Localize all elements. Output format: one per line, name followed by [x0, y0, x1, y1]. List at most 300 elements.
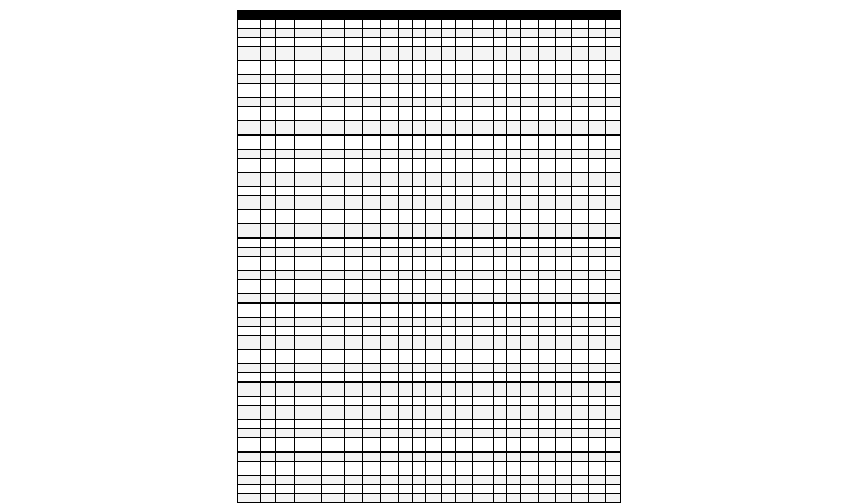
table-cell — [275, 280, 294, 294]
table-cell — [572, 224, 589, 239]
table-cell — [455, 121, 472, 136]
table-cell — [238, 303, 261, 318]
table-cell — [455, 61, 472, 75]
table-cell — [275, 406, 294, 420]
column-header — [363, 11, 381, 20]
table-cell — [363, 373, 381, 383]
table-cell — [294, 364, 321, 373]
table-cell — [363, 336, 381, 350]
table-cell — [345, 318, 363, 327]
table-cell — [238, 84, 261, 98]
table-cell — [322, 294, 345, 304]
table-cell — [493, 406, 507, 420]
table-cell — [555, 303, 572, 318]
table-cell — [555, 406, 572, 420]
table-cell — [412, 38, 426, 47]
column-header — [507, 11, 521, 20]
table-cell — [238, 98, 261, 107]
table-cell — [345, 173, 363, 187]
data-table-container — [237, 10, 621, 440]
table-cell — [398, 38, 412, 47]
table-cell — [520, 462, 538, 476]
table-cell — [261, 84, 276, 98]
table-cell — [322, 318, 345, 327]
table-cell — [294, 462, 321, 476]
table-row — [238, 303, 621, 318]
table-cell — [493, 303, 507, 318]
table-cell — [606, 462, 621, 476]
table-cell — [555, 187, 572, 196]
table-cell — [555, 327, 572, 336]
table-cell — [275, 159, 294, 173]
table-cell — [345, 420, 363, 429]
table-cell — [520, 336, 538, 350]
table-cell — [589, 327, 606, 336]
table-cell — [363, 257, 381, 271]
table-cell — [412, 373, 426, 383]
table-cell — [555, 397, 572, 406]
table-cell — [275, 47, 294, 61]
table-cell — [363, 135, 381, 150]
table-cell — [455, 327, 472, 336]
table-cell — [507, 303, 521, 318]
table-cell — [455, 429, 472, 438]
table-cell — [363, 494, 381, 503]
table-cell — [345, 476, 363, 485]
table-cell — [507, 107, 521, 121]
table-cell — [322, 47, 345, 61]
table-cell — [345, 429, 363, 438]
table-cell — [398, 196, 412, 210]
table-cell — [472, 173, 493, 187]
table-cell — [322, 485, 345, 494]
table-cell — [398, 238, 412, 248]
table-cell — [363, 159, 381, 173]
table-cell — [363, 173, 381, 187]
table-cell — [507, 494, 521, 503]
table-cell — [381, 121, 399, 136]
table-cell — [555, 364, 572, 373]
table-cell — [442, 406, 456, 420]
table-cell — [275, 336, 294, 350]
table-cell — [589, 121, 606, 136]
column-header — [455, 11, 472, 20]
table-cell — [261, 29, 276, 38]
table-cell — [275, 135, 294, 150]
table-cell — [538, 397, 555, 406]
table-cell — [493, 462, 507, 476]
table-cell — [472, 364, 493, 373]
table-cell — [238, 107, 261, 121]
table-cell — [472, 84, 493, 98]
table-cell — [238, 452, 261, 462]
table-cell — [412, 406, 426, 420]
table-cell — [345, 382, 363, 397]
table-cell — [426, 257, 442, 271]
table-cell — [381, 38, 399, 47]
table-cell — [345, 159, 363, 173]
table-cell — [472, 429, 493, 438]
table-cell — [493, 318, 507, 327]
table-cell — [493, 238, 507, 248]
table-cell — [426, 121, 442, 136]
table-cell — [455, 20, 472, 29]
table-cell — [455, 364, 472, 373]
table-cell — [572, 84, 589, 98]
table-cell — [322, 224, 345, 239]
table-cell — [398, 373, 412, 383]
table-cell — [261, 271, 276, 280]
table-cell — [572, 98, 589, 107]
table-cell — [442, 150, 456, 159]
table-cell — [261, 350, 276, 364]
table-cell — [412, 429, 426, 438]
table-cell — [275, 294, 294, 304]
table-cell — [322, 121, 345, 136]
table-cell — [507, 248, 521, 257]
table-row — [238, 397, 621, 406]
table-cell — [538, 327, 555, 336]
table-cell — [275, 327, 294, 336]
table-cell — [520, 420, 538, 429]
table-cell — [455, 173, 472, 187]
column-header — [520, 11, 538, 20]
table-cell — [572, 350, 589, 364]
table-row — [238, 382, 621, 397]
table-cell — [345, 29, 363, 38]
table-cell — [261, 494, 276, 503]
table-cell — [572, 382, 589, 397]
table-cell — [238, 382, 261, 397]
table-cell — [538, 382, 555, 397]
table-cell — [589, 173, 606, 187]
table-cell — [363, 75, 381, 84]
table-cell — [412, 280, 426, 294]
table-cell — [412, 318, 426, 327]
table-cell — [555, 257, 572, 271]
table-cell — [589, 318, 606, 327]
table-cell — [345, 20, 363, 29]
table-cell — [238, 397, 261, 406]
table-cell — [398, 187, 412, 196]
table-cell — [472, 373, 493, 383]
table-cell — [426, 373, 442, 383]
table-cell — [572, 210, 589, 224]
table-cell — [381, 452, 399, 462]
table-cell — [412, 452, 426, 462]
table-cell — [538, 257, 555, 271]
table-cell — [455, 280, 472, 294]
table-cell — [472, 271, 493, 280]
table-cell — [520, 98, 538, 107]
table-cell — [398, 462, 412, 476]
table-cell — [572, 196, 589, 210]
table-cell — [261, 485, 276, 494]
table-cell — [507, 121, 521, 136]
table-cell — [572, 257, 589, 271]
table-cell — [572, 20, 589, 29]
table-cell — [275, 121, 294, 136]
table-cell — [398, 382, 412, 397]
table-cell — [345, 327, 363, 336]
table-cell — [322, 159, 345, 173]
table-cell — [520, 38, 538, 47]
table-cell — [589, 98, 606, 107]
table-cell — [275, 318, 294, 327]
table-cell — [363, 107, 381, 121]
table-cell — [538, 159, 555, 173]
table-cell — [472, 210, 493, 224]
table-cell — [261, 420, 276, 429]
table-cell — [238, 280, 261, 294]
table-cell — [363, 382, 381, 397]
table-cell — [520, 364, 538, 373]
table-cell — [538, 364, 555, 373]
table-cell — [606, 150, 621, 159]
table-row — [238, 294, 621, 304]
table-cell — [426, 294, 442, 304]
table-cell — [322, 20, 345, 29]
table-cell — [572, 406, 589, 420]
table-cell — [261, 173, 276, 187]
table-cell — [345, 494, 363, 503]
table-cell — [538, 187, 555, 196]
table-cell — [507, 373, 521, 383]
table-cell — [261, 294, 276, 304]
table-cell — [520, 318, 538, 327]
table-cell — [363, 476, 381, 485]
table-cell — [538, 210, 555, 224]
table-row — [238, 485, 621, 494]
table-cell — [538, 29, 555, 38]
table-cell — [538, 373, 555, 383]
table-cell — [507, 238, 521, 248]
table-cell — [493, 248, 507, 257]
table-row — [238, 406, 621, 420]
table-cell — [606, 373, 621, 383]
table-cell — [520, 61, 538, 75]
table-cell — [493, 224, 507, 239]
table-cell — [412, 238, 426, 248]
table-cell — [238, 29, 261, 38]
table-cell — [493, 159, 507, 173]
table-cell — [606, 476, 621, 485]
table-cell — [322, 61, 345, 75]
table-cell — [606, 29, 621, 38]
table-cell — [507, 150, 521, 159]
table-cell — [442, 98, 456, 107]
table-cell — [363, 485, 381, 494]
table-cell — [412, 294, 426, 304]
table-cell — [275, 420, 294, 429]
table-cell — [520, 187, 538, 196]
table-cell — [322, 350, 345, 364]
table-cell — [261, 135, 276, 150]
table-cell — [606, 20, 621, 29]
table-cell — [455, 84, 472, 98]
table-cell — [589, 224, 606, 239]
table-cell — [294, 135, 321, 150]
table-cell — [294, 238, 321, 248]
table-cell — [507, 318, 521, 327]
table-cell — [472, 406, 493, 420]
table-cell — [345, 452, 363, 462]
table-row — [238, 150, 621, 159]
table-cell — [345, 150, 363, 159]
table-cell — [426, 20, 442, 29]
table-cell — [381, 159, 399, 173]
column-header — [493, 11, 507, 20]
table-cell — [345, 373, 363, 383]
table-cell — [507, 75, 521, 84]
table-cell — [294, 107, 321, 121]
table-cell — [261, 20, 276, 29]
table-cell — [345, 84, 363, 98]
table-cell — [322, 248, 345, 257]
table-cell — [455, 29, 472, 38]
table-cell — [322, 429, 345, 438]
table-cell — [381, 61, 399, 75]
table-cell — [261, 61, 276, 75]
table-header — [238, 11, 621, 20]
table-cell — [455, 452, 472, 462]
table-cell — [322, 280, 345, 294]
table-row — [238, 280, 621, 294]
table-cell — [322, 75, 345, 84]
table-cell — [261, 121, 276, 136]
table-cell — [507, 38, 521, 47]
table-cell — [322, 196, 345, 210]
table-cell — [589, 271, 606, 280]
table-cell — [507, 294, 521, 304]
table-cell — [572, 135, 589, 150]
table-cell — [442, 420, 456, 429]
table-cell — [493, 397, 507, 406]
table-cell — [606, 280, 621, 294]
table-cell — [238, 20, 261, 29]
table-cell — [455, 98, 472, 107]
table-cell — [555, 350, 572, 364]
table-cell — [455, 397, 472, 406]
table-cell — [398, 210, 412, 224]
table-row — [238, 135, 621, 150]
table-cell — [261, 327, 276, 336]
table-cell — [442, 20, 456, 29]
table-cell — [275, 173, 294, 187]
table-cell — [345, 38, 363, 47]
table-cell — [294, 38, 321, 47]
table-cell — [398, 135, 412, 150]
table-cell — [572, 238, 589, 248]
table-cell — [275, 429, 294, 438]
table-cell — [381, 84, 399, 98]
table-cell — [412, 210, 426, 224]
column-header — [472, 11, 493, 20]
table-cell — [589, 257, 606, 271]
table-cell — [606, 75, 621, 84]
table-cell — [275, 224, 294, 239]
table-row — [238, 462, 621, 476]
table-cell — [275, 373, 294, 383]
table-cell — [555, 135, 572, 150]
table-cell — [589, 452, 606, 462]
table-cell — [520, 159, 538, 173]
table-cell — [275, 75, 294, 84]
table-cell — [589, 61, 606, 75]
table-cell — [455, 336, 472, 350]
column-header — [275, 11, 294, 20]
table-cell — [261, 429, 276, 438]
table-cell — [322, 382, 345, 397]
table-cell — [507, 364, 521, 373]
table-cell — [275, 29, 294, 38]
table-cell — [606, 173, 621, 187]
table-cell — [322, 303, 345, 318]
table-cell — [455, 294, 472, 304]
table-cell — [261, 257, 276, 271]
table-cell — [572, 420, 589, 429]
table-cell — [238, 350, 261, 364]
table-cell — [294, 257, 321, 271]
table-cell — [606, 318, 621, 327]
table-cell — [520, 294, 538, 304]
table-cell — [493, 327, 507, 336]
table-cell — [507, 61, 521, 75]
table-cell — [345, 397, 363, 406]
table-cell — [381, 373, 399, 383]
table-cell — [426, 382, 442, 397]
table-cell — [398, 75, 412, 84]
table-cell — [472, 397, 493, 406]
table-row — [238, 75, 621, 84]
table-cell — [261, 397, 276, 406]
table-cell — [294, 476, 321, 485]
table-cell — [398, 406, 412, 420]
table-cell — [555, 84, 572, 98]
table-cell — [442, 121, 456, 136]
table-cell — [606, 382, 621, 397]
table-cell — [589, 336, 606, 350]
table-row — [238, 224, 621, 239]
table-cell — [606, 238, 621, 248]
table-cell — [520, 196, 538, 210]
table-cell — [412, 494, 426, 503]
column-header — [426, 11, 442, 20]
table-cell — [345, 336, 363, 350]
column-header — [412, 11, 426, 20]
table-cell — [381, 75, 399, 84]
table-cell — [520, 350, 538, 364]
table-cell — [381, 47, 399, 61]
table-cell — [398, 350, 412, 364]
table-cell — [345, 98, 363, 107]
table-cell — [426, 336, 442, 350]
table-cell — [493, 107, 507, 121]
table-row — [238, 47, 621, 61]
table-cell — [472, 121, 493, 136]
table-cell — [275, 84, 294, 98]
table-cell — [589, 20, 606, 29]
table-cell — [381, 196, 399, 210]
table-cell — [472, 61, 493, 75]
table-cell — [493, 280, 507, 294]
table-cell — [412, 121, 426, 136]
table-cell — [606, 494, 621, 503]
table-cell — [472, 248, 493, 257]
table-cell — [426, 476, 442, 485]
table-cell — [261, 238, 276, 248]
table-cell — [294, 29, 321, 38]
